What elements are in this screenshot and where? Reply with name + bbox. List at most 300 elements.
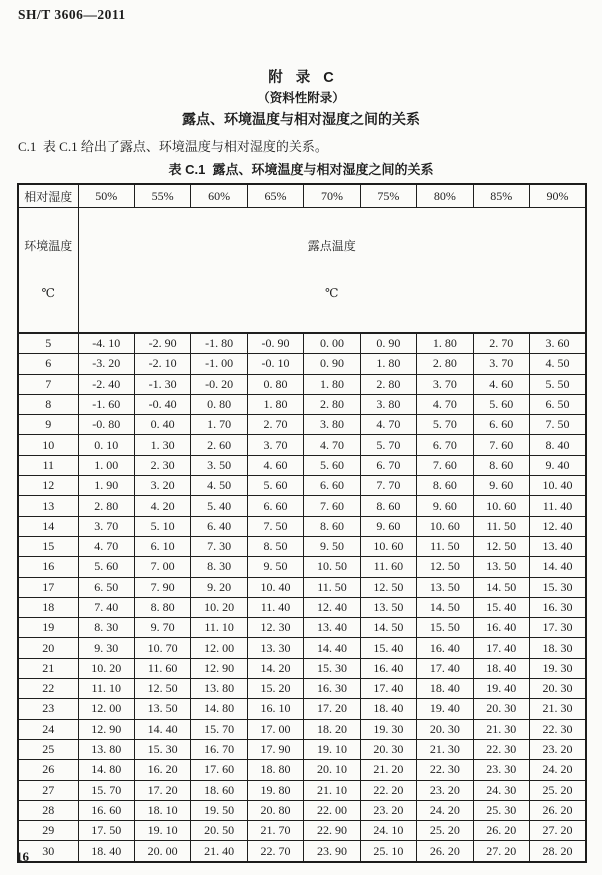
dew-point-cell: 7. 00 bbox=[134, 557, 190, 577]
dew-point-cell: 8. 40 bbox=[530, 435, 587, 455]
dew-point-cell: 26. 20 bbox=[417, 841, 473, 862]
dew-point-cell: 27. 20 bbox=[530, 821, 587, 841]
dew-point-cell: 8. 80 bbox=[134, 597, 190, 617]
table-head bbox=[18, 184, 586, 333]
dew-point-cell: 22. 00 bbox=[304, 800, 360, 820]
dew-point-cell: 20. 30 bbox=[360, 739, 416, 759]
dew-point-cell: 21. 30 bbox=[417, 739, 473, 759]
dew-point-cell: 10. 20 bbox=[191, 597, 247, 617]
table-row bbox=[18, 557, 586, 577]
dew-point-cell: -1. 60 bbox=[78, 394, 134, 414]
dew-point-cell: 8. 30 bbox=[191, 557, 247, 577]
dew-point-cell: 3. 80 bbox=[304, 415, 360, 435]
dew-point-cell: 14. 40 bbox=[530, 557, 587, 577]
dew-point-cell: 12. 40 bbox=[304, 597, 360, 617]
dew-point-table bbox=[17, 183, 587, 863]
dew-point-cell: 0. 80 bbox=[191, 394, 247, 414]
dew-point-cell: 3. 60 bbox=[530, 333, 587, 354]
dew-point-cell: -3. 20 bbox=[78, 354, 134, 374]
dew-point-cell: 13. 50 bbox=[417, 577, 473, 597]
dew-point-cell: 13. 40 bbox=[530, 536, 587, 556]
dew-point-cell: 23. 20 bbox=[530, 739, 587, 759]
dew-point-cell: 3. 70 bbox=[78, 516, 134, 536]
ambient-temp-cell: 16 bbox=[18, 557, 78, 577]
dew-point-cell: 8. 60 bbox=[417, 476, 473, 496]
dew-point-cell: 9. 60 bbox=[360, 516, 416, 536]
ambient-temp-cell: 13 bbox=[18, 496, 78, 516]
dew-point-cell: 1. 70 bbox=[191, 415, 247, 435]
dew-point-cell: 1. 90 bbox=[78, 476, 134, 496]
ambient-temp-cell: 8 bbox=[18, 394, 78, 414]
dew-point-cell: 5. 60 bbox=[473, 394, 529, 414]
dew-point-cell: 10. 60 bbox=[473, 496, 529, 516]
dew-point-cell: -1. 80 bbox=[191, 333, 247, 354]
dew-point-cell: 8. 60 bbox=[360, 496, 416, 516]
dew-point-cell: 7. 60 bbox=[417, 455, 473, 475]
table-row bbox=[18, 821, 586, 841]
table-row bbox=[18, 699, 586, 719]
appendix-heading: 露点、环境温度与相对湿度之间的关系 bbox=[182, 111, 420, 127]
table-row bbox=[18, 516, 586, 536]
dew-point-cell: 20. 30 bbox=[473, 699, 529, 719]
dew-point-cell: -1. 00 bbox=[191, 354, 247, 374]
dew-point-cell: 13. 80 bbox=[78, 739, 134, 759]
dew-point-cell: 9. 20 bbox=[191, 577, 247, 597]
dew-point-cell: 15. 70 bbox=[191, 719, 247, 739]
dew-point-cell: 11. 10 bbox=[191, 618, 247, 638]
dew-point-cell: 6. 50 bbox=[530, 394, 587, 414]
table-row bbox=[18, 739, 586, 759]
dew-point-cell: -0. 90 bbox=[247, 333, 303, 354]
ambient-temp-cell: 9 bbox=[18, 415, 78, 435]
dew-point-cell: 28. 20 bbox=[530, 841, 587, 862]
table-row bbox=[18, 536, 586, 556]
dew-point-cell: 22. 30 bbox=[417, 760, 473, 780]
dew-point-cell: 10. 60 bbox=[360, 536, 416, 556]
table-row bbox=[18, 415, 586, 435]
dew-point-cell: 15. 40 bbox=[360, 638, 416, 658]
dew-point-cell: 17. 40 bbox=[360, 679, 416, 699]
dew-point-cell: 20. 30 bbox=[417, 719, 473, 739]
dew-point-cell: 16. 30 bbox=[304, 679, 360, 699]
ambient-temp-cell: 10 bbox=[18, 435, 78, 455]
dew-point-cell: 3. 70 bbox=[247, 435, 303, 455]
humidity-column-header: 50% bbox=[78, 184, 134, 208]
dew-point-cell: 11. 60 bbox=[134, 658, 190, 678]
ambient-temp-cell: 25 bbox=[18, 739, 78, 759]
humidity-column-header: 90% bbox=[530, 184, 587, 208]
dew-point-cell: 3. 80 bbox=[360, 394, 416, 414]
dew-point-cell: 16. 20 bbox=[134, 760, 190, 780]
dew-point-cell: 4. 70 bbox=[78, 536, 134, 556]
dew-point-cell: 4. 60 bbox=[247, 455, 303, 475]
dew-point-cell: 2. 70 bbox=[473, 333, 529, 354]
dew-point-cell: 12. 30 bbox=[247, 618, 303, 638]
dew-point-cell: 13. 50 bbox=[360, 597, 416, 617]
table-row bbox=[18, 760, 586, 780]
dew-point-cell: 8. 50 bbox=[247, 536, 303, 556]
dew-point-cell: 9. 70 bbox=[134, 618, 190, 638]
dew-point-cell: 9. 50 bbox=[247, 557, 303, 577]
dew-point-cell: 18. 40 bbox=[360, 699, 416, 719]
table-row bbox=[18, 374, 586, 394]
dew-point-cell: 12. 50 bbox=[473, 536, 529, 556]
appendix-subtitle: （资料性附录） bbox=[257, 91, 345, 105]
dew-point-cell: 10. 40 bbox=[530, 476, 587, 496]
table-row bbox=[18, 354, 586, 374]
dew-point-cell: 14. 80 bbox=[191, 699, 247, 719]
dew-point-cell: 12. 90 bbox=[78, 719, 134, 739]
dew-point-cell: 12. 50 bbox=[134, 679, 190, 699]
dew-point-cell: 8. 60 bbox=[304, 516, 360, 536]
dew-point-cell: 0. 80 bbox=[247, 374, 303, 394]
dew-point-cell: 14. 50 bbox=[417, 597, 473, 617]
dew-point-cell: -1. 30 bbox=[134, 374, 190, 394]
dew-point-cell: 4. 70 bbox=[304, 435, 360, 455]
dew-point-cell: 1. 80 bbox=[417, 333, 473, 354]
dew-point-cell: 7. 60 bbox=[473, 435, 529, 455]
dew-point-cell: 2. 80 bbox=[78, 496, 134, 516]
dew-point-cell: 6. 60 bbox=[247, 496, 303, 516]
ambient-temp-cell: 14 bbox=[18, 516, 78, 536]
dew-point-cell: 18. 40 bbox=[473, 658, 529, 678]
table-row bbox=[18, 679, 586, 699]
dew-point-cell: 19. 10 bbox=[304, 739, 360, 759]
dew-point-cell: 21. 10 bbox=[304, 780, 360, 800]
humidity-column-header: 55% bbox=[134, 184, 190, 208]
table-caption: 表 C.1 露点、环境温度与相对湿度之间的关系 bbox=[168, 162, 434, 177]
dew-point-cell: 13. 50 bbox=[134, 699, 190, 719]
dew-point-cell: 4. 50 bbox=[530, 354, 587, 374]
humidity-column-header: 85% bbox=[473, 184, 529, 208]
dew-point-cell: 5. 40 bbox=[191, 496, 247, 516]
ambient-temp-cell: 24 bbox=[18, 719, 78, 739]
dew-point-cell: 23. 90 bbox=[304, 841, 360, 862]
dew-point-cell: 8. 30 bbox=[78, 618, 134, 638]
dew-point-cell: 2. 80 bbox=[360, 374, 416, 394]
dew-point-cell: 16. 60 bbox=[78, 800, 134, 820]
table-row bbox=[18, 394, 586, 414]
dew-point-cell: 18. 20 bbox=[304, 719, 360, 739]
ambient-temp-cell: 15 bbox=[18, 536, 78, 556]
dew-point-cell: 15. 30 bbox=[530, 577, 587, 597]
dew-point-cell: 6. 60 bbox=[473, 415, 529, 435]
dew-point-cell: 11. 50 bbox=[473, 516, 529, 536]
ambient-temp-cell: 27 bbox=[18, 780, 78, 800]
dew-point-cell: 22. 30 bbox=[530, 719, 587, 739]
dew-point-cell: 9. 50 bbox=[304, 536, 360, 556]
dew-point-cell: 14. 50 bbox=[473, 577, 529, 597]
dew-point-unit: ℃ bbox=[325, 286, 339, 300]
dew-point-cell: 2. 60 bbox=[191, 435, 247, 455]
dew-point-cell: 24. 10 bbox=[360, 821, 416, 841]
dew-point-cell: 14. 50 bbox=[360, 618, 416, 638]
ambient-temp-cell: 26 bbox=[18, 760, 78, 780]
dew-point-cell: 18. 40 bbox=[78, 841, 134, 862]
dew-point-cell: 14. 20 bbox=[247, 658, 303, 678]
dew-point-cell: 1. 80 bbox=[360, 354, 416, 374]
dew-point-cell: -0. 10 bbox=[247, 354, 303, 374]
dew-point-cell: 4. 70 bbox=[417, 394, 473, 414]
dew-point-cell: 5. 70 bbox=[360, 435, 416, 455]
dew-point-cell: 25. 30 bbox=[473, 800, 529, 820]
table-body bbox=[18, 333, 586, 862]
dew-point-cell: 15. 20 bbox=[247, 679, 303, 699]
dew-point-cell: -2. 10 bbox=[134, 354, 190, 374]
table-row bbox=[18, 455, 586, 475]
table-row bbox=[18, 577, 586, 597]
dew-point-cell: 0. 90 bbox=[304, 354, 360, 374]
clause-c1-text: C.1 表 C.1 给出了露点、环境温度与相对湿度的关系。 bbox=[18, 139, 328, 154]
dew-point-cell: 6. 70 bbox=[360, 455, 416, 475]
humidity-column-header: 80% bbox=[417, 184, 473, 208]
dew-point-cell: 12. 40 bbox=[530, 516, 587, 536]
dew-point-cell: 14. 80 bbox=[78, 760, 134, 780]
dew-point-cell: 4. 70 bbox=[360, 415, 416, 435]
dew-point-cell: 16. 30 bbox=[530, 597, 587, 617]
dew-point-cell: 21. 70 bbox=[247, 821, 303, 841]
dew-point-cell: 25. 10 bbox=[360, 841, 416, 862]
dew-point-cell: 2. 80 bbox=[304, 394, 360, 414]
humidity-header-row bbox=[18, 184, 586, 208]
table-row bbox=[18, 780, 586, 800]
dew-point-cell: 12. 50 bbox=[360, 577, 416, 597]
dew-point-cell: 17. 90 bbox=[247, 739, 303, 759]
dew-point-cell: 17. 60 bbox=[191, 760, 247, 780]
dew-point-cell: 9. 60 bbox=[473, 476, 529, 496]
dew-point-cell: 4. 20 bbox=[134, 496, 190, 516]
dew-point-cell: 15. 70 bbox=[78, 780, 134, 800]
dew-point-cell: 16. 40 bbox=[360, 658, 416, 678]
dew-point-cell: 3. 70 bbox=[417, 374, 473, 394]
dew-point-cell: 5. 10 bbox=[134, 516, 190, 536]
dew-point-cell: 20. 50 bbox=[191, 821, 247, 841]
ambient-temp-cell: 20 bbox=[18, 638, 78, 658]
dew-point-cell: 26. 20 bbox=[530, 800, 587, 820]
dew-point-cell: 16. 40 bbox=[417, 638, 473, 658]
humidity-column-header: 65% bbox=[247, 184, 303, 208]
dew-point-cell: 18. 10 bbox=[134, 800, 190, 820]
dew-point-cell: 27. 20 bbox=[473, 841, 529, 862]
table-row bbox=[18, 496, 586, 516]
relative-humidity-label: 相对湿度 bbox=[18, 184, 78, 208]
dew-point-cell: -0. 80 bbox=[78, 415, 134, 435]
dew-point-cell: 21. 20 bbox=[360, 760, 416, 780]
ambient-temp-cell: 18 bbox=[18, 597, 78, 617]
dew-point-cell: 17. 30 bbox=[530, 618, 587, 638]
dew-point-cell: 22. 30 bbox=[473, 739, 529, 759]
dew-point-cell: 23. 30 bbox=[473, 760, 529, 780]
dew-point-cell: -2. 90 bbox=[134, 333, 190, 354]
dew-point-cell: 16. 40 bbox=[473, 618, 529, 638]
dew-point-cell: 7. 70 bbox=[360, 476, 416, 496]
dew-point-cell: 18. 40 bbox=[417, 679, 473, 699]
table-row bbox=[18, 719, 586, 739]
dew-point-cell: 13. 30 bbox=[247, 638, 303, 658]
dew-point-cell: 17. 40 bbox=[473, 638, 529, 658]
ambient-temp-cell: 12 bbox=[18, 476, 78, 496]
dew-point-cell: 11. 40 bbox=[247, 597, 303, 617]
dew-point-cell: 22. 90 bbox=[304, 821, 360, 841]
dew-point-cell: 13. 50 bbox=[473, 557, 529, 577]
ambient-temperature-unit: ℃ bbox=[41, 286, 55, 300]
dew-point-cell: 10. 20 bbox=[78, 658, 134, 678]
ambient-temp-cell: 7 bbox=[18, 374, 78, 394]
ambient-temp-cell: 6 bbox=[18, 354, 78, 374]
dew-point-cell: 7. 40 bbox=[78, 597, 134, 617]
ambient-temp-cell: 22 bbox=[18, 679, 78, 699]
dew-point-cell: 25. 20 bbox=[530, 780, 587, 800]
table-row bbox=[18, 638, 586, 658]
table-row bbox=[18, 658, 586, 678]
dew-point-cell: 19. 40 bbox=[417, 699, 473, 719]
dew-point-cell: 19. 40 bbox=[473, 679, 529, 699]
dew-point-cell: 17. 50 bbox=[78, 821, 134, 841]
ambient-temp-cell: 28 bbox=[18, 800, 78, 820]
ambient-temp-cell: 30 bbox=[18, 841, 78, 862]
dew-point-cell: 19. 30 bbox=[530, 658, 587, 678]
dew-point-cell: 2. 80 bbox=[417, 354, 473, 374]
dew-point-cell: -2. 40 bbox=[78, 374, 134, 394]
dew-point-cell: 18. 80 bbox=[247, 760, 303, 780]
dew-point-cell: 5. 60 bbox=[304, 455, 360, 475]
humidity-column-header: 75% bbox=[360, 184, 416, 208]
dew-point-cell: 11. 50 bbox=[417, 536, 473, 556]
ambient-temp-cell: 17 bbox=[18, 577, 78, 597]
dew-point-cell: 12. 00 bbox=[191, 638, 247, 658]
dew-point-cell: 12. 00 bbox=[78, 699, 134, 719]
humidity-column-header: 60% bbox=[191, 184, 247, 208]
dew-point-cell: 14. 40 bbox=[304, 638, 360, 658]
dew-point-cell: 12. 90 bbox=[191, 658, 247, 678]
dew-point-cell: 24. 20 bbox=[530, 760, 587, 780]
dew-point-cell: 3. 20 bbox=[134, 476, 190, 496]
dew-point-cell: 11. 40 bbox=[530, 496, 587, 516]
dew-point-cell: 20. 00 bbox=[134, 841, 190, 862]
dew-point-cell: 25. 20 bbox=[417, 821, 473, 841]
dew-point-cell: 21. 40 bbox=[191, 841, 247, 862]
dew-point-cell: 12. 50 bbox=[417, 557, 473, 577]
dew-point-cell: 9. 30 bbox=[78, 638, 134, 658]
page-number: 16 bbox=[16, 849, 29, 864]
dew-point-cell: 23. 20 bbox=[417, 780, 473, 800]
dew-point-cell: 6. 10 bbox=[134, 536, 190, 556]
dew-point-cell: 2. 70 bbox=[247, 415, 303, 435]
dew-point-cell: 7. 30 bbox=[191, 536, 247, 556]
dew-point-cell: 2. 30 bbox=[134, 455, 190, 475]
dew-point-cell: 17. 20 bbox=[304, 699, 360, 719]
dew-point-cell: 7. 50 bbox=[247, 516, 303, 536]
ambient-temp-cell: 19 bbox=[18, 618, 78, 638]
dew-point-cell: 24. 30 bbox=[473, 780, 529, 800]
ambient-temp-cell: 23 bbox=[18, 699, 78, 719]
dew-point-cell: 6. 70 bbox=[417, 435, 473, 455]
ambient-temp-cell: 21 bbox=[18, 658, 78, 678]
dew-point-cell: 17. 00 bbox=[247, 719, 303, 739]
dew-point-cell: 0. 00 bbox=[304, 333, 360, 354]
dew-point-cell: 14. 40 bbox=[134, 719, 190, 739]
dew-point-cell: 6. 50 bbox=[78, 577, 134, 597]
dew-point-cell: 5. 70 bbox=[417, 415, 473, 435]
dew-point-cell: 18. 60 bbox=[191, 780, 247, 800]
appendix-title: 附 录 C bbox=[268, 70, 334, 86]
table-row bbox=[18, 333, 586, 354]
dew-point-cell: 11. 50 bbox=[304, 577, 360, 597]
dew-point-cell: -4. 10 bbox=[78, 333, 134, 354]
dew-point-cell: 15. 40 bbox=[473, 597, 529, 617]
dew-point-cell: 13. 80 bbox=[191, 679, 247, 699]
dew-point-cell: 19. 10 bbox=[134, 821, 190, 841]
dew-point-cell: 19. 50 bbox=[191, 800, 247, 820]
dew-point-cell: 20. 80 bbox=[247, 800, 303, 820]
dew-point-cell: 21. 30 bbox=[473, 719, 529, 739]
dew-point-cell: 22. 20 bbox=[360, 780, 416, 800]
dew-point-cell: 3. 70 bbox=[473, 354, 529, 374]
dew-point-cell: 19. 30 bbox=[360, 719, 416, 739]
dew-point-cell: 17. 20 bbox=[134, 780, 190, 800]
dew-point-cell: 17. 40 bbox=[417, 658, 473, 678]
dew-point-cell: 15. 50 bbox=[417, 618, 473, 638]
dew-point-cell: 10. 50 bbox=[304, 557, 360, 577]
dew-point-cell: 0. 90 bbox=[360, 333, 416, 354]
dew-point-cell: 5. 60 bbox=[247, 476, 303, 496]
dew-point-cell: 15. 30 bbox=[134, 739, 190, 759]
units-header-row bbox=[18, 208, 586, 334]
dew-point-cell: -0. 40 bbox=[134, 394, 190, 414]
ambient-temp-cell: 11 bbox=[18, 455, 78, 475]
table-row bbox=[18, 800, 586, 820]
dew-point-cell: 4. 50 bbox=[191, 476, 247, 496]
ambient-temp-cell: 29 bbox=[18, 821, 78, 841]
dew-point-header bbox=[78, 208, 586, 334]
dew-point-cell: 1. 00 bbox=[78, 455, 134, 475]
dew-point-label: 露点温度 bbox=[307, 239, 356, 253]
table-row bbox=[18, 597, 586, 617]
dew-point-cell: 5. 60 bbox=[78, 557, 134, 577]
dew-point-cell: 16. 10 bbox=[247, 699, 303, 719]
dew-point-cell: 11. 60 bbox=[360, 557, 416, 577]
dew-point-cell: 19. 80 bbox=[247, 780, 303, 800]
dew-point-cell: 0. 40 bbox=[134, 415, 190, 435]
dew-point-cell: 4. 60 bbox=[473, 374, 529, 394]
dew-point-cell: 20. 10 bbox=[304, 760, 360, 780]
dew-point-cell: 3. 50 bbox=[191, 455, 247, 475]
dew-point-cell: 22. 70 bbox=[247, 841, 303, 862]
dew-point-cell: 7. 50 bbox=[530, 415, 587, 435]
dew-point-cell: 9. 40 bbox=[530, 455, 587, 475]
dew-point-cell: 8. 60 bbox=[473, 455, 529, 475]
dew-point-cell: 9. 60 bbox=[417, 496, 473, 516]
dew-point-cell: 7. 60 bbox=[304, 496, 360, 516]
dew-point-cell: -0. 20 bbox=[191, 374, 247, 394]
dew-point-cell: 1. 80 bbox=[247, 394, 303, 414]
ambient-temp-cell: 5 bbox=[18, 333, 78, 354]
dew-point-cell: 5. 50 bbox=[530, 374, 587, 394]
dew-point-cell: 20. 30 bbox=[530, 679, 587, 699]
dew-point-cell: 10. 70 bbox=[134, 638, 190, 658]
ambient-temperature-header bbox=[18, 208, 78, 334]
ambient-temperature-label: 环境温度 bbox=[24, 239, 73, 253]
table-row bbox=[18, 476, 586, 496]
dew-point-cell: 7. 90 bbox=[134, 577, 190, 597]
dew-point-cell: 0. 10 bbox=[78, 435, 134, 455]
dew-point-cell: 13. 40 bbox=[304, 618, 360, 638]
dew-point-cell: 18. 30 bbox=[530, 638, 587, 658]
dew-point-cell: 15. 30 bbox=[304, 658, 360, 678]
dew-point-cell: 1. 30 bbox=[134, 435, 190, 455]
dew-point-cell: 10. 40 bbox=[247, 577, 303, 597]
dew-point-cell: 26. 20 bbox=[473, 821, 529, 841]
